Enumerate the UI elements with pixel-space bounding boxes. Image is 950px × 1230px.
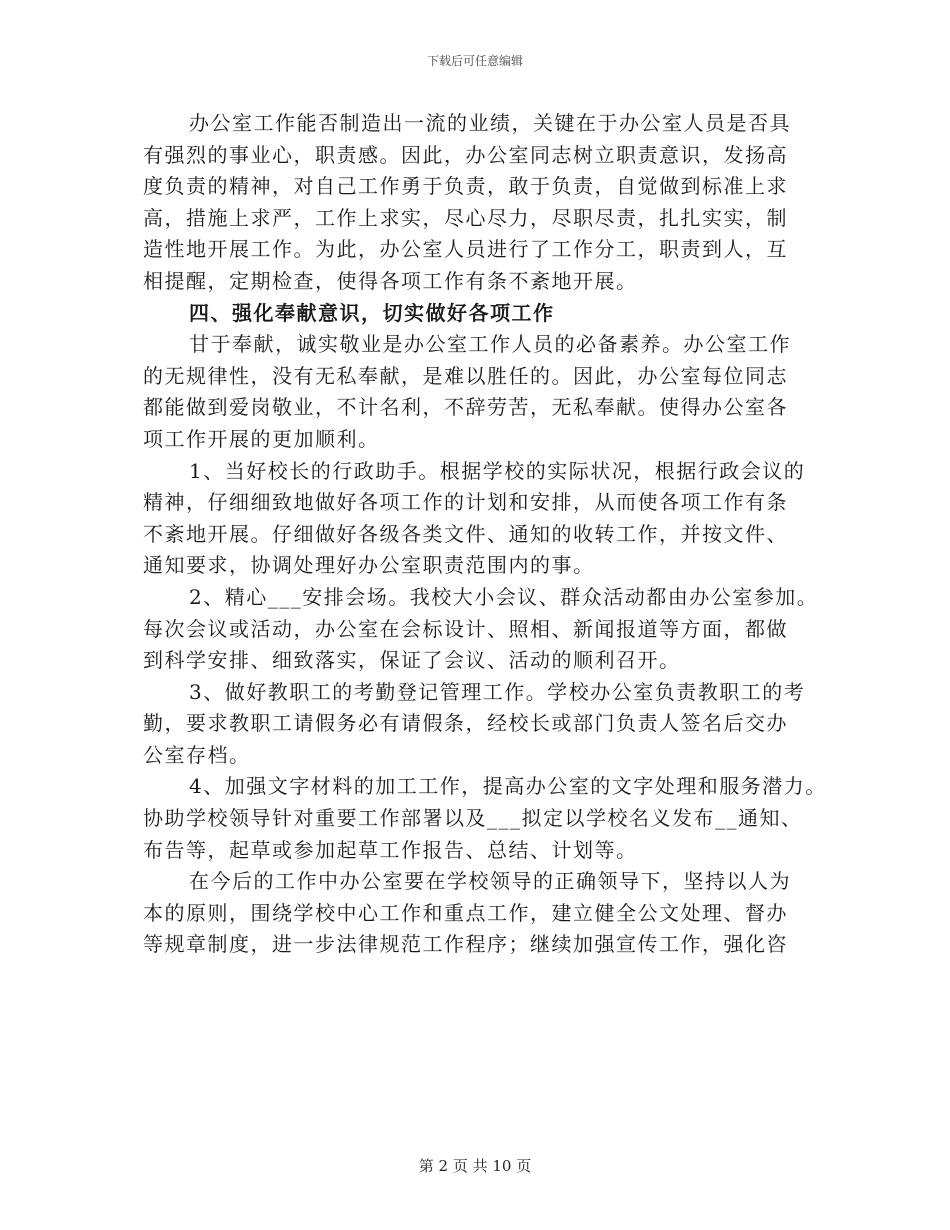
paragraph-line: 高，措施上求严，工作上求实，尽心尽力，尽职尽责，扎扎实实，制 xyxy=(143,205,788,230)
paragraph-line: 都能做到爱岗敬业，不计名利，不辞劳苦，无私奉献。使得办公室各 xyxy=(143,395,788,420)
paragraph-line: 有强烈的事业心，职责感。因此，办公室同志树立职责意识，发扬高 xyxy=(143,142,788,167)
paragraph-line: 不紊地开展。仔细做好各级各类文件、通知的收转工作，并按文件、 xyxy=(143,521,788,546)
paragraph-line: 甘于奉献，诚实敬业是办公室工作人员的必备素养。办公室工作 xyxy=(189,332,791,357)
page-number: 第 2 页 共 10 页 xyxy=(418,1157,532,1175)
paragraph-line: 协助学校领导针对重要工作部署以及___拟定以学校名义发布__通知、 xyxy=(143,806,803,831)
document-body xyxy=(143,108,827,961)
paragraph-line: 1、当好校长的行政助手。根据学校的实际状况，根据行政会议的 xyxy=(189,458,806,483)
paragraph-line: 度负责的精神，对自己工作勇于负责，敢于负责，自觉做到标准上求 xyxy=(143,174,788,199)
paragraph-line: 到科学安排、细致落实，保证了会议、活动的顺利召开。 xyxy=(143,648,681,673)
paragraph-line: 2、精心___安排会场。我校大小会议、群众活动都由办公室参加。 xyxy=(189,584,819,609)
paragraph-line: 项工作开展的更加顺利。 xyxy=(143,426,380,451)
page-header-note: 下载后可任意编辑 xyxy=(426,54,523,68)
paragraph-line: 4、加强文字材料的加工工作，提高办公室的文字处理和服务潜力。 xyxy=(189,774,827,799)
paragraph-line: 布告等，起草或参加起草工作报告、总结、计划等。 xyxy=(143,837,638,862)
paragraph-line: 公室存档。 xyxy=(143,742,251,767)
paragraph-line: 相提醒，定期检查，使得各项工作有条不紊地开展。 xyxy=(143,268,638,293)
paragraph-line: 通知要求，协调处理好办公室职责范围内的事。 xyxy=(143,553,595,578)
paragraph-line: 的无规律性，没有无私奉献，是难以胜任的。因此，办公室每位同志 xyxy=(143,363,788,388)
paragraph-line: 勤，要求教职工请假务必有请假条，经校长或部门负责人签名后交办 xyxy=(143,711,788,736)
paragraph-line: 每次会议或活动，办公室在会标设计、照相、新闻报道等方面，都做 xyxy=(143,616,788,641)
paragraph-line: 精神，仔细细致地做好各项工作的计划和安排，从而使各项工作有条 xyxy=(143,490,788,515)
paragraph-line: 本的原则，围绕学校中心工作和重点工作，建立健全公文处理、督办 xyxy=(143,900,788,925)
section-heading: 四、强化奉献意识，切实做好各项工作 xyxy=(189,300,555,325)
paragraph-line: 造性地开展工作。为此，办公室人员进行了工作分工，职责到人，互 xyxy=(143,237,788,262)
paragraph-line: 办公室工作能否制造出一流的业绩，关键在于办公室人员是否具 xyxy=(189,111,791,135)
paragraph-line: 3、做好教职工的考勤登记管理工作。学校办公室负责教职工的考 xyxy=(189,679,806,704)
paragraph-line: 等规章制度，进一步法律规范工作程序；继续加强宣传工作，强化咨 xyxy=(143,932,788,957)
paragraph-line: 在今后的工作中办公室要在学校领导的正确领导下，坚持以人为 xyxy=(189,869,791,894)
